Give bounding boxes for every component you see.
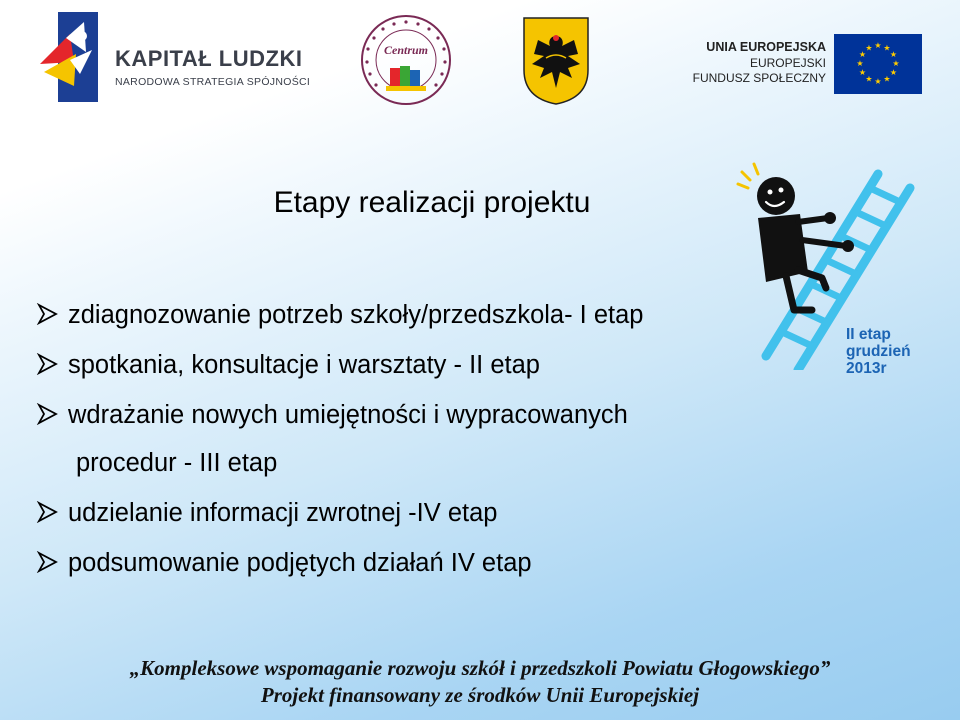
footer-funding-note: Projekt finansowany ze środków Unii Europejskiej — [260, 683, 700, 707]
logo-bar — [0, 0, 960, 120]
poradnia-seal-center: Centrum — [383, 43, 429, 57]
kapital-ludzki-logo — [40, 12, 330, 102]
list-item — [36, 538, 796, 588]
svg-text:★: ★ — [883, 43, 891, 53]
coat-of-arms-eagle-icon — [520, 14, 592, 106]
kapital-ludzki-subtitle: NARODOWA STRATEGIA SPÓJNOŚCI — [115, 76, 311, 88]
slide-title: Etapy realizacji projektu — [273, 186, 591, 219]
stage-badge — [846, 326, 911, 377]
arrowhead-bullet-icon — [36, 303, 58, 325]
stage-text: zdiagnozowanie potrzeb szkoły/przedszkola- I etap — [68, 301, 644, 329]
badge-line-1: II etap — [846, 326, 891, 343]
svg-text:★: ★ — [883, 74, 891, 84]
svg-text:★: ★ — [865, 74, 873, 84]
svg-text:★: ★ — [874, 41, 882, 50]
eu-flag-icon — [834, 34, 922, 94]
stages-list — [36, 290, 796, 588]
svg-text:★: ★ — [865, 43, 873, 53]
kapital-ludzki-title: KAPITAŁ LUDZKI — [115, 46, 303, 71]
arrowhead-bullet-icon — [36, 501, 58, 523]
stage-text-continuation: procedur - III etap — [76, 449, 278, 477]
list-item — [36, 488, 796, 538]
svg-text:★: ★ — [889, 68, 898, 77]
stage-text: spotkania, konsultacje i warsztaty - II etap — [68, 351, 540, 379]
list-item — [36, 290, 796, 340]
eu-line-3: FUNDUSZ SPOŁECZNY — [692, 71, 826, 85]
svg-text:★: ★ — [858, 50, 867, 59]
arrowhead-bullet-icon — [36, 551, 58, 573]
poradnia-seal-logo — [358, 12, 454, 108]
svg-text:★: ★ — [892, 59, 900, 68]
svg-text:★: ★ — [856, 59, 864, 68]
svg-text:★: ★ — [858, 68, 867, 77]
list-item — [36, 340, 796, 390]
list-item — [36, 390, 796, 488]
badge-line-3: 2013r — [846, 360, 887, 377]
arrowhead-bullet-icon — [36, 403, 58, 425]
eu-line-2: EUROPEJSKI — [749, 56, 826, 70]
badge-line-2: grudzień — [846, 343, 911, 360]
kapital-ludzki-star-icon — [40, 12, 100, 102]
stage-text: udzielanie informacji zwrotnej -IV etap — [68, 499, 498, 527]
eu-efs-logo — [690, 30, 930, 100]
footer-project-name: „Kompleksowe wspomaganie rozwoju szkół i przedszkoli Powiatu Głogowskiego” — [129, 656, 831, 680]
stage-text: wdrażanie nowych umiejętności i wypracowanych — [68, 401, 628, 429]
svg-text:★: ★ — [889, 50, 898, 59]
svg-text:★: ★ — [874, 77, 882, 86]
eu-line-1: UNIA EUROPEJSKA — [706, 40, 826, 54]
arrowhead-bullet-icon — [36, 353, 58, 375]
stage-text: podsumowanie podjętych działań IV etap — [68, 549, 532, 577]
